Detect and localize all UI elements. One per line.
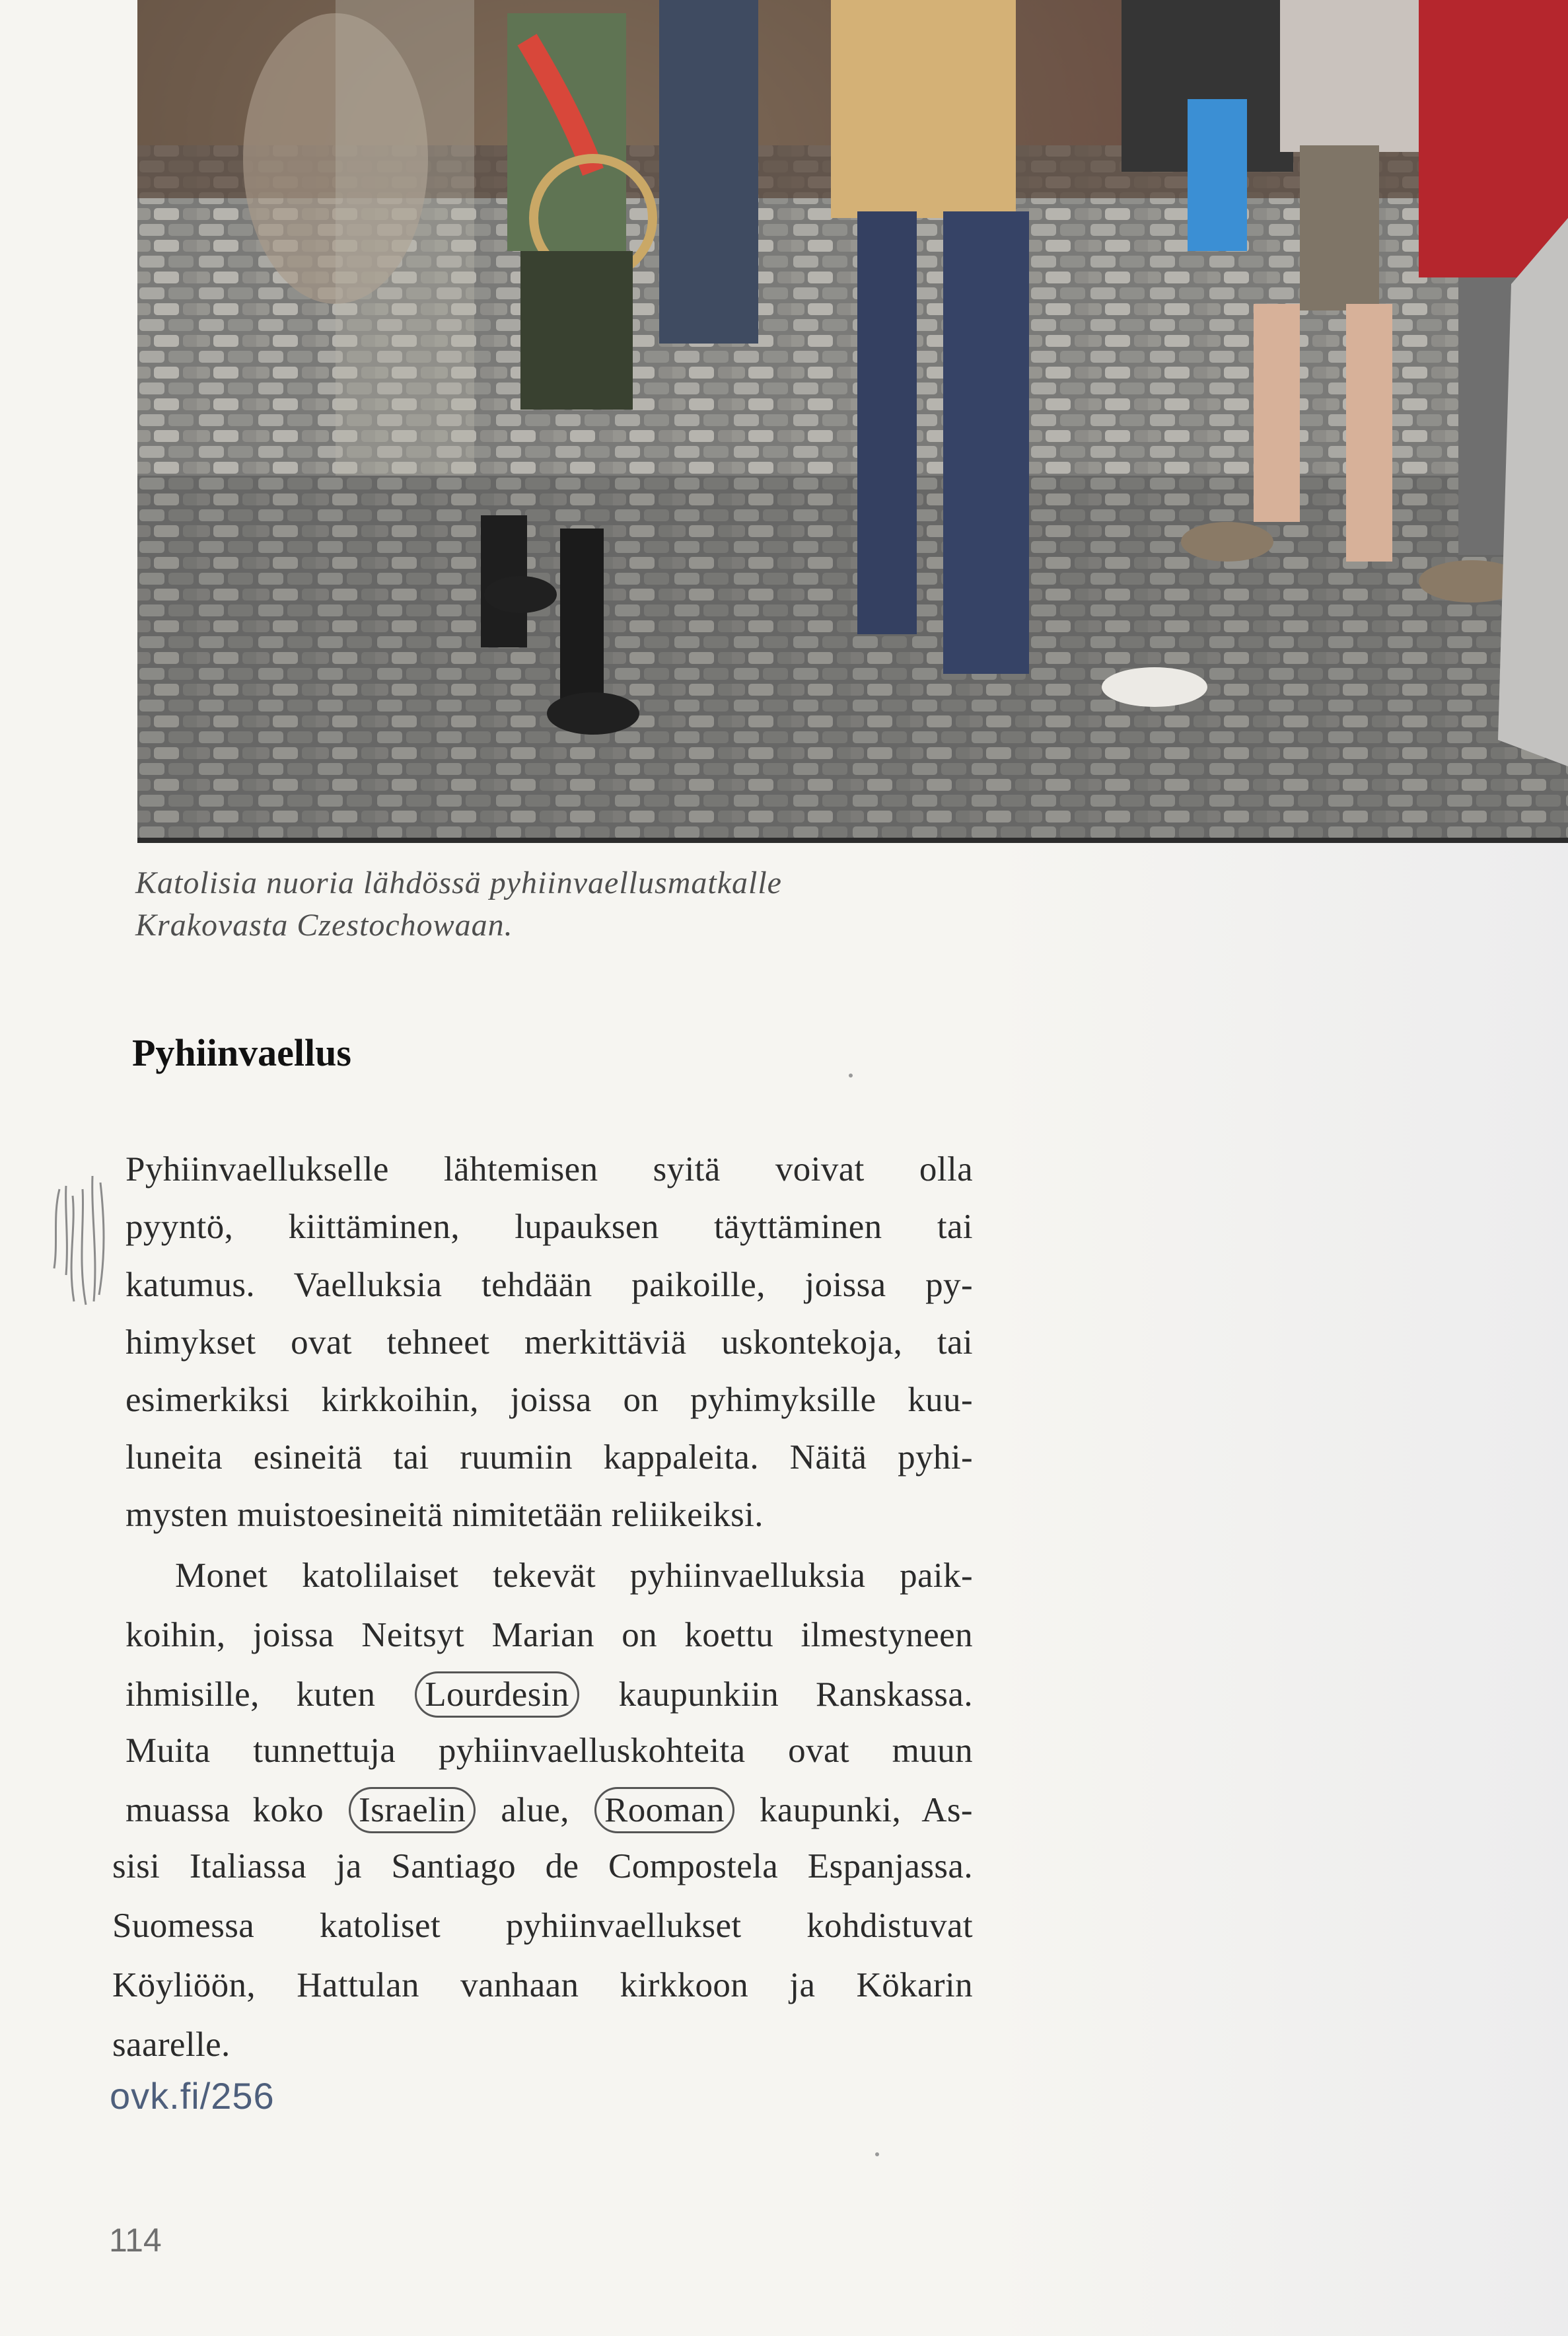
paragraph2-line-9: saarelle. (112, 2026, 231, 2064)
paragraph2-line-4: Muita tunnettuja pyhiinvaelluskohteita ovat muun (125, 1732, 973, 1770)
paragraph1-line: Pyhiinvaellukselle lähtemisen syitä voivat olla (125, 1150, 973, 1188)
caption-line-1: Katolisia nuoria lähdössä pyhiinvaellusmatkalle (135, 865, 782, 900)
line5-text-start: muassa koko (125, 1791, 324, 1829)
paragraph2-line-2: koihin, joissa Neitsyt Marian on koettu ilmestyneen (125, 1616, 973, 1654)
line3-text-end: kaupunkiin Ranskassa. (618, 1675, 974, 1714)
paragraph2-line-5 (125, 1787, 973, 1833)
paragraph2-line-8: Köyliöön, Hattulan vanhaan kirkkoon ja Kökarin (112, 1966, 973, 2004)
photo-caption (135, 862, 895, 947)
page-shadow (991, 819, 1568, 2336)
line3-text-start: ihmisille, kuten (125, 1675, 376, 1714)
pen-scribble (46, 1163, 119, 1334)
page-number: 114 (109, 2222, 162, 2259)
paragraph2-line-6: sisi Italiassa ja Santiago de Compostela Espanjassa. (112, 1847, 973, 1885)
circled-word-israelin: Israelin (349, 1787, 476, 1833)
paper-speck (875, 2152, 879, 2156)
section-heading: Pyhiinvaellus (132, 1031, 351, 1074)
photo-illustration (137, 0, 1568, 838)
line5-text-middle: alue, (501, 1791, 569, 1829)
paper-speck (849, 1074, 853, 1077)
paragraph1-line: luneita esineitä tai ruumiin kappaleita. Näitä pyhi- (125, 1438, 973, 1477)
line5-text-end: kaupunki, As- (760, 1791, 973, 1829)
pilgrimage-photo (137, 0, 1568, 843)
circled-word-rooman: Rooman (594, 1787, 734, 1833)
paragraph2-line-1: Monet katolilaiset tekevät pyhiinvaelluksia paik- (175, 1556, 973, 1595)
web-link[interactable]: ovk.fi/256 (110, 2075, 275, 2117)
paragraph1-line: pyyntö, kiittäminen, lupauksen täyttäminen tai (125, 1208, 973, 1246)
caption-line-2: Krakovasta Czestochowaan. (135, 908, 513, 943)
circled-word-lourdesin: Lourdesin (415, 1671, 579, 1718)
paragraph1-line: himykset ovat tehneet merkittäviä uskontekoja, tai (125, 1323, 973, 1362)
paragraph2-line-3 (125, 1671, 973, 1718)
paragraph1-line: katumus. Vaelluksia tehdään paikoille, joissa py- (125, 1266, 973, 1304)
paragraph1-line: esimerkiksi kirkkoihin, joissa on pyhimyksille kuu- (125, 1381, 973, 1419)
paragraph1-line: mysten muistoesineitä nimitetään reliikeiksi. (125, 1496, 764, 1534)
paragraph2-line-7: Suomessa katoliset pyhiinvaellukset kohdistuvat (112, 1907, 973, 1945)
